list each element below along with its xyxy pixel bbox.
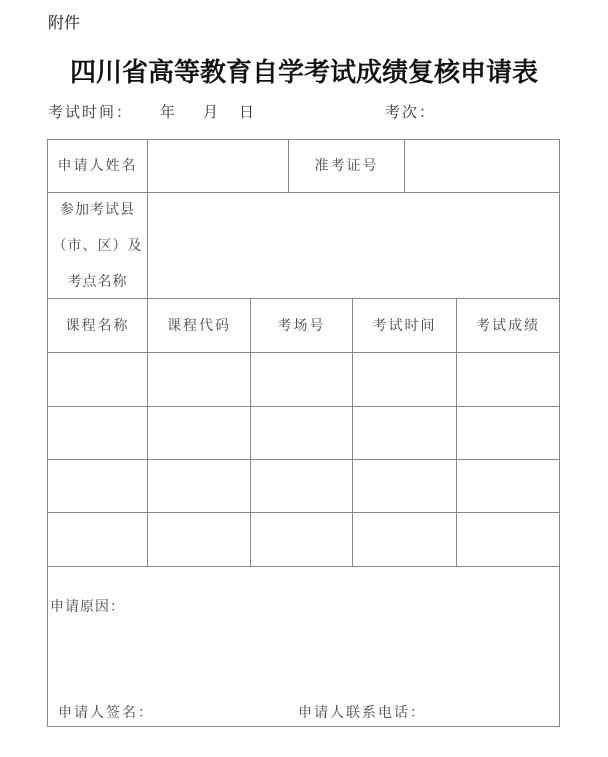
table-row[interactable] (48, 407, 559, 459)
exam-location-line-3: 考点名称 (67, 273, 128, 290)
signature-label: 申请人签名： (58, 705, 154, 721)
session-label: 考次： (385, 103, 437, 121)
year-label: 年 (160, 103, 178, 121)
attachment-label: 附件 (48, 13, 81, 32)
table-row[interactable] (48, 460, 559, 512)
exam-location-label (48, 193, 147, 298)
column-header-course-name: 课程名称 (65, 317, 130, 334)
table-row[interactable] (48, 353, 559, 406)
reason-label: 申请原因： (50, 599, 125, 615)
column-header-exam-time: 考试时间 (372, 317, 437, 334)
applicant-name-label: 申请人姓名 (57, 158, 138, 174)
column-header-room-no: 考场号 (277, 317, 326, 334)
exam-location-field[interactable] (148, 193, 559, 298)
admission-no-label: 准考证号 (314, 158, 379, 174)
page-title: 四川省高等教育自学考试成绩复核申请表 (69, 58, 538, 88)
exam-location-line-1: 参加考试县 (60, 201, 135, 218)
month-label: 月 (203, 103, 221, 121)
table-row[interactable] (48, 513, 559, 566)
applicant-name-field[interactable] (148, 140, 288, 192)
phone-label: 申请人联系电话： (298, 705, 426, 721)
admission-no-field[interactable] (405, 140, 559, 192)
exam-location-line-2: （市、区）及 (52, 237, 143, 254)
column-header-exam-score: 考试成绩 (476, 317, 540, 334)
column-header-course-code: 课程代码 (167, 317, 231, 334)
exam-time-label: 考试时间： (48, 103, 134, 121)
day-label: 日 (239, 103, 257, 121)
